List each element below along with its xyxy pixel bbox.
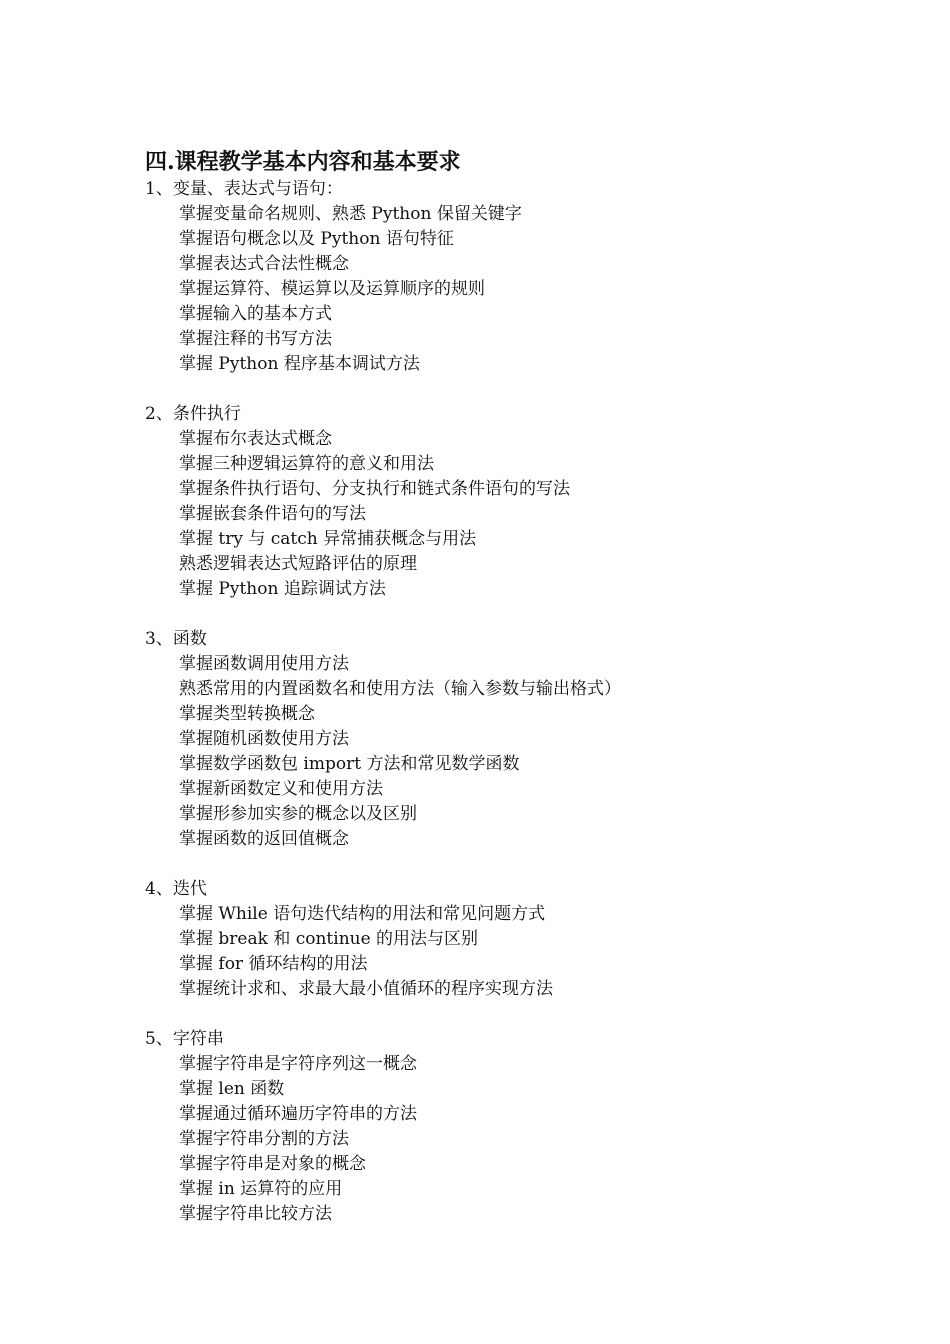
section-heading: 4、迭代	[145, 879, 207, 899]
list-item: 掌握 While 语句迭代结构的用法和常见问题方式	[179, 904, 546, 924]
list-item: 掌握函数调用使用方法	[179, 654, 349, 674]
list-item: 掌握 for 循环结构的用法	[179, 954, 368, 974]
list-item: 掌握注释的书写方法	[179, 329, 332, 349]
document-content	[145, 147, 905, 1227]
list-item: 掌握表达式合法性概念	[179, 254, 349, 274]
list-item: 掌握 Python 追踪调试方法	[179, 579, 386, 599]
list-item: 掌握 len 函数	[179, 1079, 285, 1099]
list-item: 掌握 Python 程序基本调试方法	[179, 354, 420, 374]
list-item: 掌握运算符、模运算以及运算顺序的规则	[179, 279, 485, 299]
list-item: 掌握新函数定义和使用方法	[179, 779, 383, 799]
list-item: 掌握语句概念以及 Python 语句特征	[179, 229, 454, 249]
section-heading: 5、字符串	[145, 1029, 224, 1049]
list-item: 掌握字符串是字符序列这一概念	[179, 1054, 417, 1074]
list-item: 掌握字符串是对象的概念	[179, 1154, 366, 1174]
section-5	[145, 1027, 905, 1227]
list-item: 掌握布尔表达式概念	[179, 429, 332, 449]
page-title: 四.课程教学基本内容和基本要求	[145, 149, 461, 175]
section-3	[145, 627, 905, 852]
list-item: 掌握嵌套条件语句的写法	[179, 504, 366, 524]
list-item: 掌握数学函数包 import 方法和常见数学函数	[179, 754, 520, 774]
section-item-list	[145, 652, 905, 852]
list-item: 熟悉常用的内置函数名和使用方法（输入参数与输出格式）	[179, 679, 621, 699]
list-item: 掌握随机函数使用方法	[179, 729, 349, 749]
list-item: 熟悉逻辑表达式短路评估的原理	[179, 554, 417, 574]
list-item: 掌握 try 与 catch 异常捕获概念与用法	[179, 529, 477, 549]
list-item: 掌握函数的返回值概念	[179, 829, 349, 849]
list-item: 掌握类型转换概念	[179, 704, 315, 724]
list-item: 掌握输入的基本方式	[179, 304, 332, 324]
list-item: 掌握 in 运算符的应用	[179, 1179, 343, 1199]
list-item: 掌握三种逻辑运算符的意义和用法	[179, 454, 434, 474]
section-2	[145, 402, 905, 602]
section-item-list	[145, 1052, 905, 1227]
list-item: 掌握条件执行语句、分支执行和链式条件语句的写法	[179, 479, 570, 499]
list-item: 掌握形参加实参的概念以及区别	[179, 804, 417, 824]
section-item-list	[145, 902, 905, 1002]
section-item-list	[145, 202, 905, 377]
sections-container	[145, 177, 905, 1227]
list-item: 掌握字符串分割的方法	[179, 1129, 349, 1149]
list-item: 掌握统计求和、求最大最小值循环的程序实现方法	[179, 979, 553, 999]
list-item: 掌握字符串比较方法	[179, 1204, 332, 1224]
section-heading: 1、变量、表达式与语句：	[145, 179, 343, 199]
section-4	[145, 877, 905, 1002]
list-item: 掌握 break 和 continue 的用法与区别	[179, 929, 479, 949]
list-item: 掌握通过循环遍历字符串的方法	[179, 1104, 417, 1124]
section-heading: 3、函数	[145, 629, 207, 649]
section-1	[145, 177, 905, 377]
section-heading: 2、条件执行	[145, 404, 241, 424]
list-item: 掌握变量命名规则、熟悉 Python 保留关键字	[179, 204, 522, 224]
section-item-list	[145, 427, 905, 602]
